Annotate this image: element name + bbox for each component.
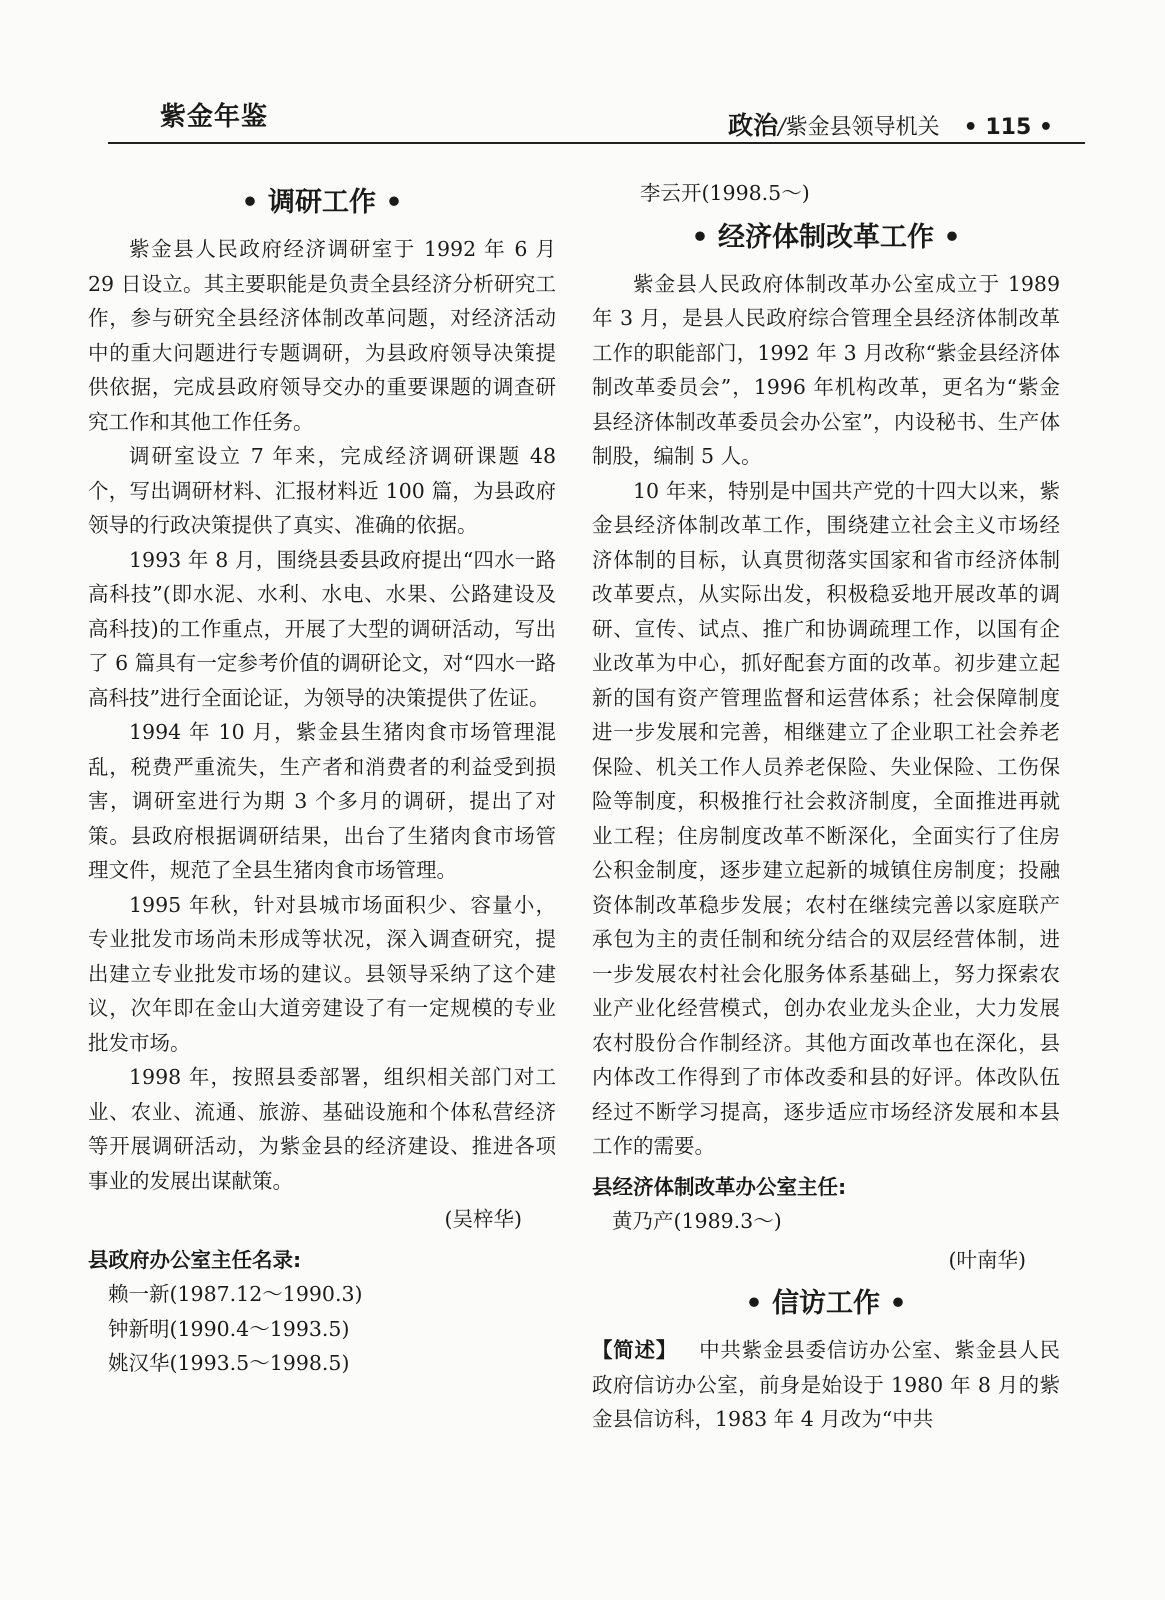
director-entry: 赖一新(1987.12～1990.3)	[108, 1282, 363, 1306]
section-title: 政治	[728, 111, 779, 140]
intro-text: 中共紫金县委信访办公室、紫金县人民政府信访办公室，前身是始设于 1980 年 8 月的紫金县信访科，1983 年 4 月改为“中共	[592, 1338, 1061, 1431]
paragraph: 紫金县人民政府经济调研室于 1992 年 6 月 29 日设立。其主要职能是负责全县经济分析研究工作，参与研究全县经济体制改革问题，对经济活动中的重大问题进行专题调研，为县政府领导决策提供依据，完成县政府领导交办的重要课题的调查研究工作和其他工作任务。	[88, 237, 556, 434]
directors-heading: 县经济体制改革办公室主任:	[592, 1174, 847, 1199]
running-header	[728, 106, 1053, 142]
subsection-title: 紫金县领导机关	[785, 115, 940, 140]
book-title: 紫金年鉴	[160, 102, 269, 132]
intro-label: 【简述】	[592, 1338, 678, 1362]
paragraph: 1994 年 10 月，紫金县生猪肉食市场管理混乱，税费严重流失，生产者和消费者的利益受到损害，调研室进行为期 3 个多月的调研，提出了对策。县政府根据调研结果，出台了生猪肉食市场管理文件，规范了全县生猪肉食市场管理。	[88, 720, 556, 882]
directors-heading: 县政府办公室主任名录:	[88, 1247, 302, 1272]
paragraph: 1998 年，按照县委部署，组织相关部门对工业、农业、流通、旅游、基础设施和个体私营经济等开展调研活动，为紫金县的经济建设、推进各项事业的发展出谋献策。	[88, 1065, 556, 1193]
director-entry: 钟新明(1990.4～1993.5)	[108, 1316, 350, 1341]
paragraph: 紫金县人民政府体制改革办公室成立于 1989 年 3 月，是县人民政府综合管理全县经济体制改革工作的职能部门，1992 年 3 月改称“紫金县经济体制改革委员会”，1996 年机构改革，更名为“紫金县经济体制改革委员会办公室”，内设秘书、生产体制股，编制 5 人。	[592, 271, 1060, 468]
header-rule	[108, 142, 1085, 144]
director-entry: 姚汉华(1993.5～1998.5)	[108, 1351, 350, 1375]
director-entry-carryover: 李云开(1998.5～)	[640, 181, 810, 205]
left-column	[88, 176, 556, 1381]
header-separator: /	[778, 115, 786, 140]
author-credit: (吴梓华)	[444, 1207, 522, 1231]
director-entry: 黄乃产(1989.3～)	[612, 1209, 782, 1233]
paragraph: 10 年来，特别是中国共产党的十四大以来，紫金县经济体制改革工作，围绕建立社会主义市场经济体制的目标，认真贯彻落实国家和省市经济体制改革要点，从实际出发，积极稳妥地开展改革的调研、宣传、试点、推广和协调疏理工作，以国有企业改革为中心，抓好配套方面的改革。初步建立起新的国有资产管理监督和运营体系；社会保障制度进一步发展和完善，相继建立了企业职工社会养老保险、机关工作人员养老保险、失业保险、工伤保险等制度，积极推行社会救济制度，全面推进再就业工程；住房制度改革不断深化，全面实行了住房公积金制度，逐步建立起新的城镇住房制度；投融资体制改革稳步发展；农村在继续完善以家庭联产承包为主的责任制和统分结合的双层经营体制，进一步发展农村社会化服务体系基础上，努力探索农业产业化经营模式，创办农业龙头企业，大力发展农村股份合作制经济。其他方面改革也在深化，县内体改工作得到了市体改委和县的好评。体改队伍经过不断学习提高，逐步适应市场经济发展和本县工作的需要。	[592, 478, 1060, 1158]
paragraph: 1993 年 8 月，围绕县委县政府提出“四水一路高科技”(即水泥、水利、水电、水果、公路建设及高科技)的工作重点，开展了大型的调研活动，写出了 6 篇具有一定参考价值的调研论文，对“四水一路高科技”进行全面论证，为领导的决策提供了佐证。	[88, 547, 556, 710]
paragraph: 1995 年秋，针对县城市场面积少、容量小，专业批发市场尚未形成等状况，深入调查研究，提出建立专业批发市场的建议。县领导采纳了这个建议，次年即在金山大道旁建设了有一定规模的专业批发市场。	[88, 892, 556, 1055]
author-credit: (叶南华)	[948, 1247, 1026, 1272]
section-heading-reform: • 经济体制改革工作 •	[691, 221, 961, 253]
section-heading-petition: • 信访工作 •	[745, 1288, 907, 1319]
paragraph: 调研室设立 7 年来，完成经济调研课题 48 个，写出调研材料、汇报材料近 100 篇，为县政府领导的行政决策提供了真实、准确的依据。	[88, 444, 556, 537]
paragraph	[592, 1333, 1060, 1437]
right-column	[592, 176, 1060, 1437]
page-number: • 115 •	[963, 115, 1053, 140]
section-heading-research: • 调研工作 •	[241, 187, 403, 218]
